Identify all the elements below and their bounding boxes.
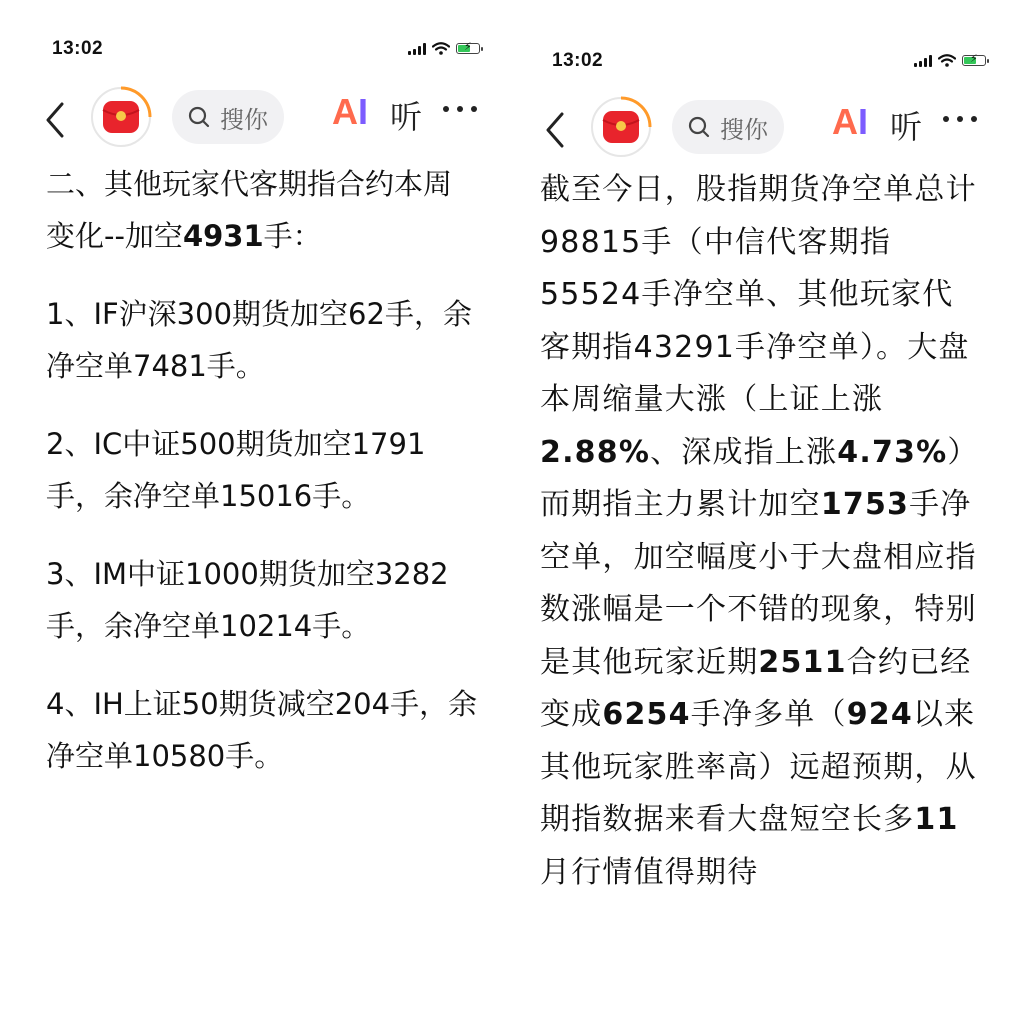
cellular-signal-icon xyxy=(408,43,426,55)
back-chevron-icon[interactable] xyxy=(40,100,70,140)
listen-button[interactable]: 听 xyxy=(890,108,923,146)
nav-bar xyxy=(0,86,490,156)
article-item: 3、IM中证1000期货加空3282手，余净空单10214手。 xyxy=(46,557,449,643)
more-dots-icon[interactable] xyxy=(440,102,480,116)
search-icon xyxy=(188,106,210,128)
status-icons xyxy=(408,42,480,55)
search-box[interactable] xyxy=(172,90,284,144)
article-item: 1、IF沪深300期货加空62手，余净空单7481手。 xyxy=(46,297,472,383)
article-paragraph: 截至今日，股指期货净空单总计98815手（中信代客期指55524手净空单、其他玩家代客期指43291手净空单）。大盘本周缩量大涨（上证上涨2.88%、深成指上涨4.73%）而期指主力累计加空1753手净空单，加空幅度小于大盘相应指数涨幅是一个不错的现象，特别是其他玩家近期2511合约已经变成6254手净多单（924以来其他玩家胜率高）远超预期，从期指数据来看大盘短空长多11月行情值得期待 xyxy=(540,172,979,890)
red-envelope-icon[interactable] xyxy=(590,96,652,158)
back-chevron-icon[interactable] xyxy=(540,110,570,150)
wifi-icon xyxy=(938,54,956,67)
article-body-right xyxy=(540,164,980,899)
more-dots-icon[interactable] xyxy=(940,112,980,126)
article-heading: 二、其他玩家代客期指合约本周变化--加空4931手： xyxy=(46,167,453,253)
wifi-icon xyxy=(432,42,450,55)
red-envelope-icon[interactable] xyxy=(90,86,152,148)
search-box[interactable] xyxy=(672,100,784,154)
search-icon xyxy=(688,116,710,138)
ai-button[interactable]: AI xyxy=(832,101,869,142)
article-body-left xyxy=(46,158,478,808)
search-placeholder: 搜你 xyxy=(220,105,268,134)
status-bar xyxy=(500,50,990,86)
status-bar xyxy=(0,38,490,74)
ai-button[interactable]: AI xyxy=(332,91,369,132)
status-icons xyxy=(914,54,986,67)
status-time: 13:02 xyxy=(52,38,104,59)
battery-charging-icon: ⚡ xyxy=(962,55,986,66)
nav-bar xyxy=(500,96,990,166)
listen-button[interactable]: 听 xyxy=(390,98,423,136)
cellular-signal-icon xyxy=(914,55,932,67)
article-item: 4、IH上证50期货减空204手，余净空单10580手。 xyxy=(46,687,478,773)
battery-charging-icon: ⚡ xyxy=(456,43,480,54)
status-time: 13:02 xyxy=(552,50,604,71)
article-item: 2、IC中证500期货加空1791手，余净空单15016手。 xyxy=(46,427,426,513)
search-placeholder: 搜你 xyxy=(720,115,768,144)
